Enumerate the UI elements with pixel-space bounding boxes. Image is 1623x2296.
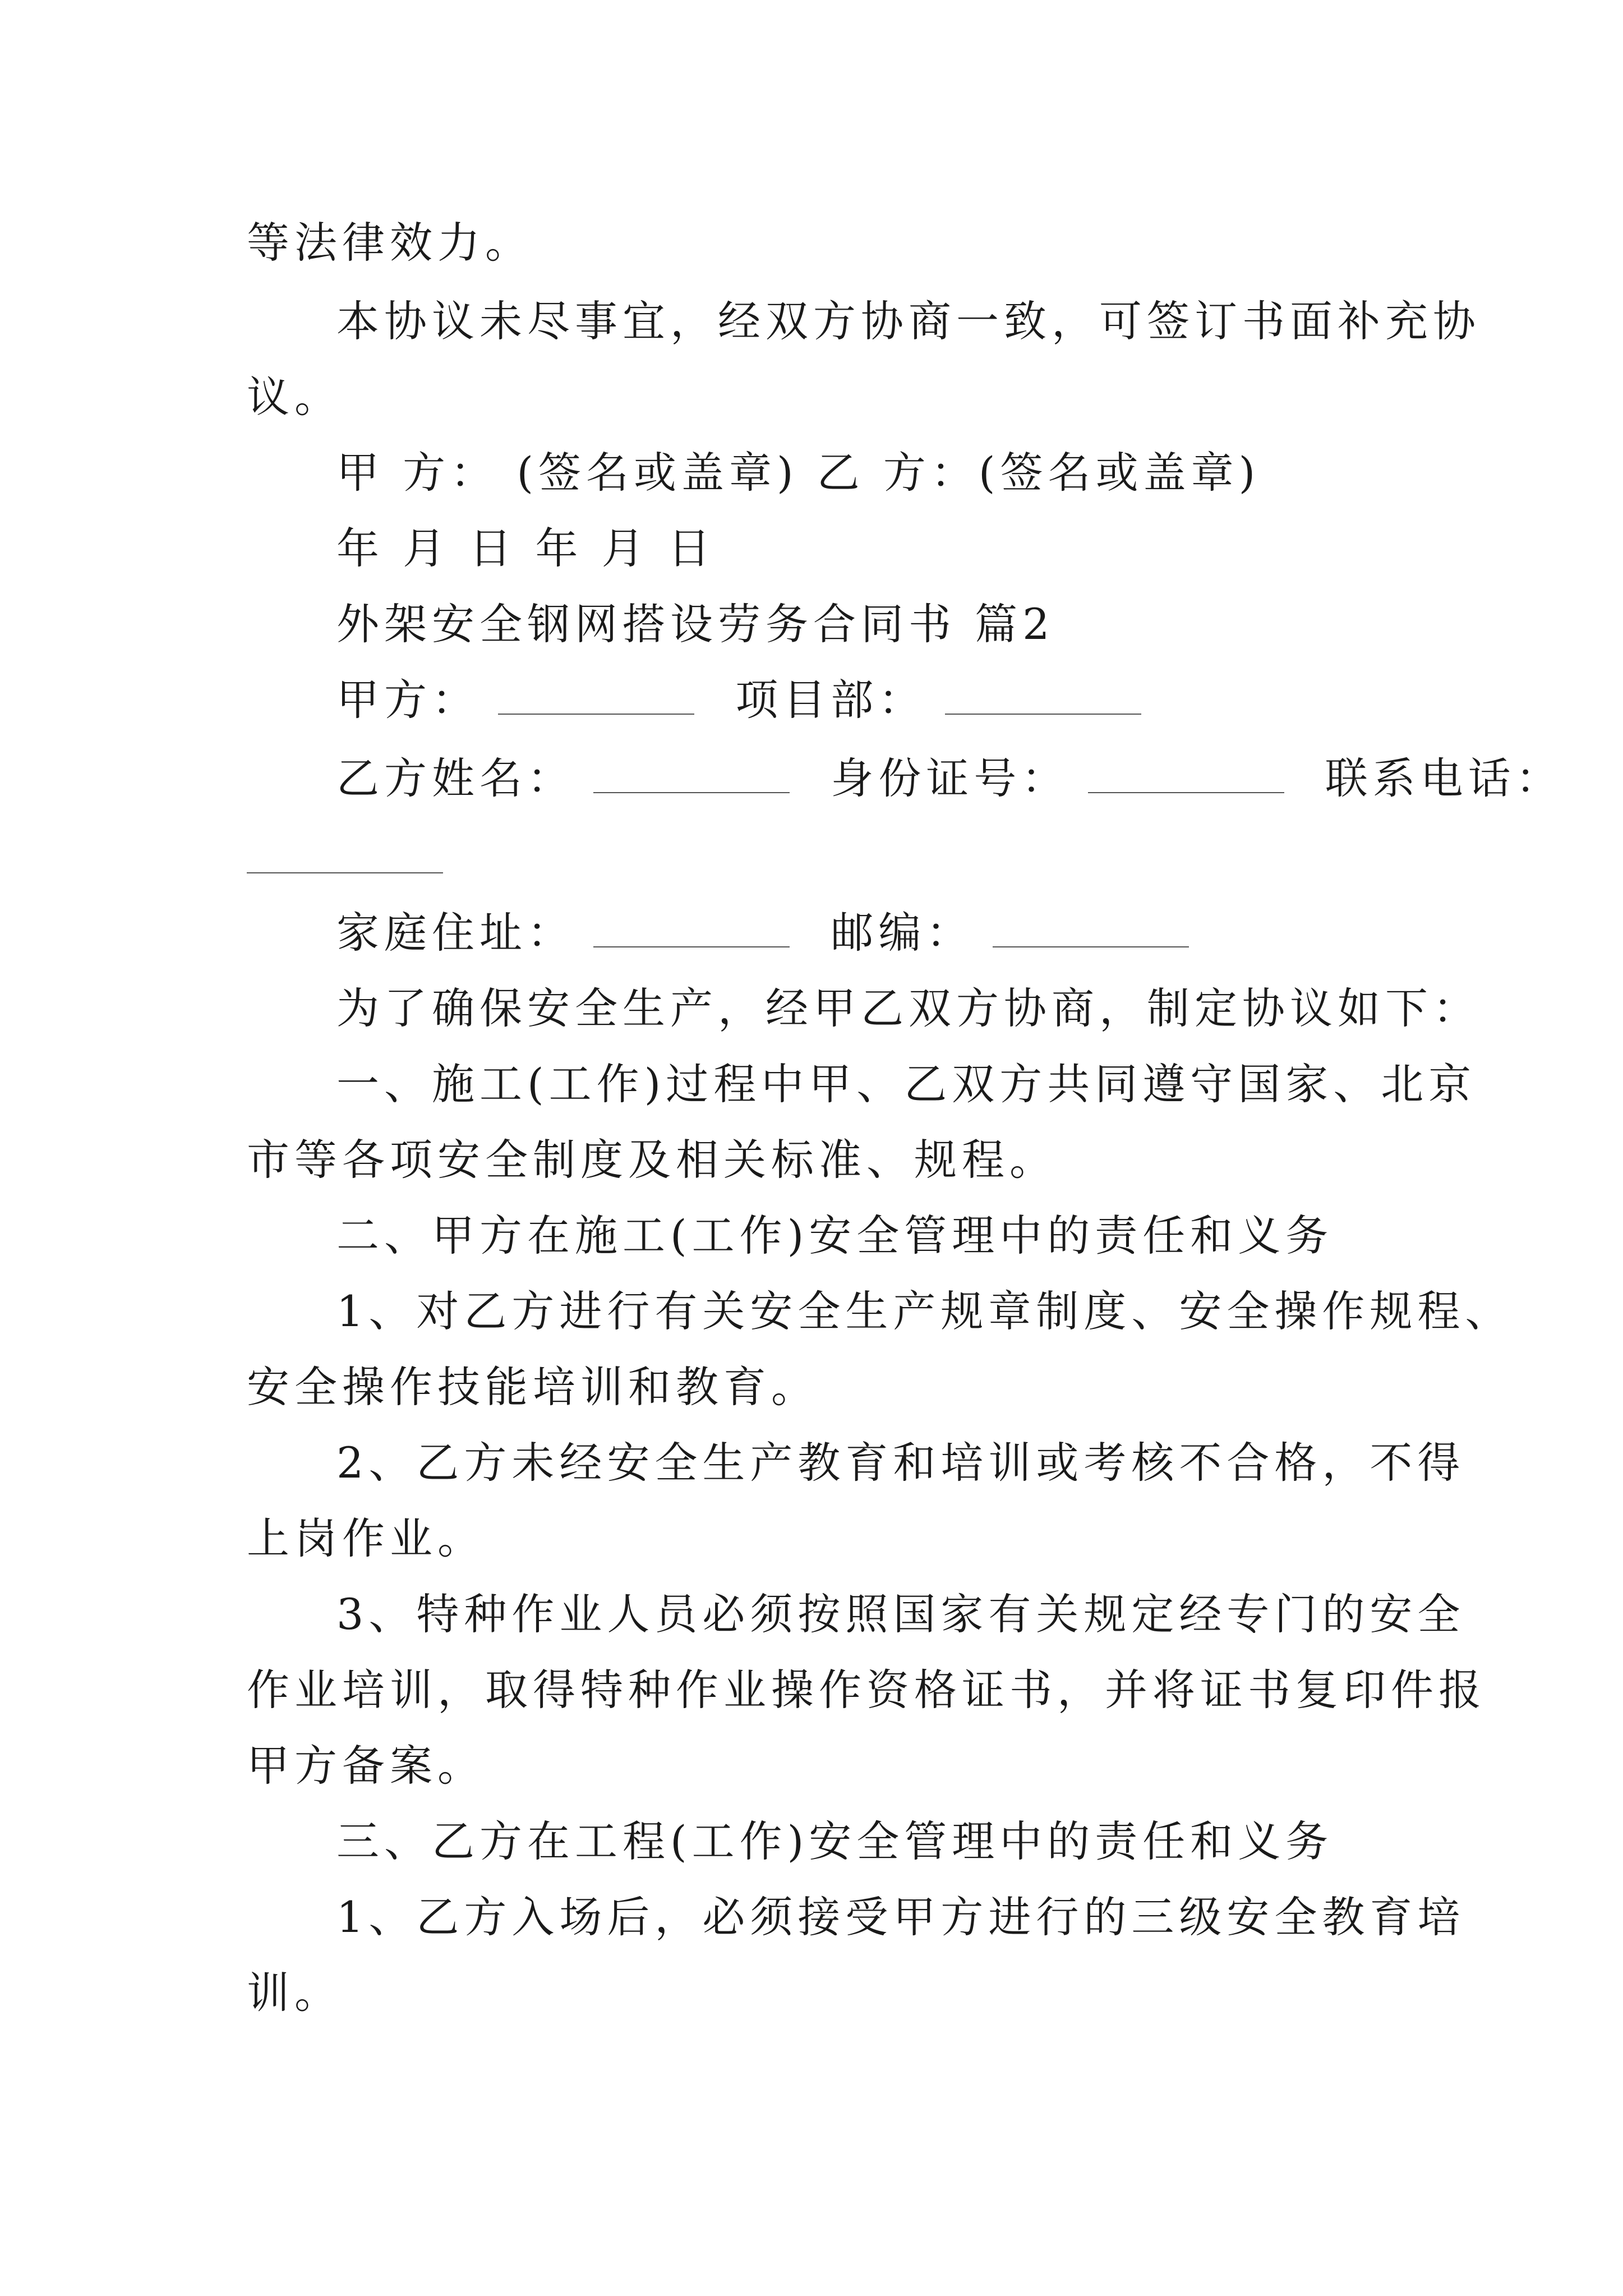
paragraph-line: 议。 bbox=[247, 372, 342, 422]
paragraph-line: 等法律效力。 bbox=[247, 218, 533, 268]
id-number-blank bbox=[1088, 758, 1284, 793]
paragraph-line: 一、施工(工作)过程中甲、乙双方共同遵守国家、北京 bbox=[336, 1059, 1477, 1109]
paragraph-line: 1、乙方入场后，必须接受甲方进行的三级安全教育培 bbox=[336, 1892, 1465, 1942]
party-a-blank bbox=[498, 680, 694, 715]
party-b-name-label: 乙方姓名： bbox=[336, 753, 575, 803]
phone-label: 联系电话： bbox=[1325, 753, 1564, 803]
paragraph-line: 上岗作业。 bbox=[247, 1513, 485, 1563]
paragraph-line: 作业培训，取得特种作业操作资格证书，并将证书复印件报 bbox=[247, 1665, 1486, 1715]
signature-line: 甲 方： (签名或盖章) 乙 方：(签名或盖章) bbox=[336, 448, 1261, 498]
party-a-line bbox=[336, 673, 1141, 727]
section-title: 外架安全钢网搭设劳务合同书 篇2 bbox=[336, 599, 1055, 649]
address-blank bbox=[593, 913, 790, 947]
postcode-label: 邮编： bbox=[831, 908, 974, 958]
paragraph-line: 市等各项安全制度及相关标准、规程。 bbox=[247, 1135, 1057, 1185]
paragraph-line: 训。 bbox=[247, 1968, 342, 2018]
party-b-line bbox=[336, 752, 1564, 806]
party-b-name-blank bbox=[593, 758, 790, 793]
section-heading: 三、乙方在工程(工作)安全管理中的责任和义务 bbox=[336, 1816, 1334, 1866]
paragraph-line: 安全操作技能培训和教育。 bbox=[247, 1362, 819, 1412]
project-dept-label: 项目部： bbox=[735, 675, 926, 725]
postcode-blank bbox=[993, 913, 1189, 947]
paragraph-line: 3、特种作业人员必须按照国家有关规定经专门的安全 bbox=[336, 1589, 1465, 1639]
paragraph-line: 为了确保安全生产，经甲乙双方协商，制定协议如下： bbox=[336, 983, 1481, 1033]
paragraph-line: 2、乙方未经安全生产教育和培训或考核不合格，不得 bbox=[336, 1438, 1465, 1488]
paragraph-line: 1、对乙方进行有关安全生产规章制度、安全操作规程、 bbox=[336, 1286, 1513, 1336]
date-line: 年 月 日 年 月 日 bbox=[336, 523, 716, 573]
party-a-label: 甲方： bbox=[336, 675, 479, 725]
address-label: 家庭住址： bbox=[336, 908, 575, 958]
project-dept-blank bbox=[945, 680, 1141, 715]
paragraph-line: 甲方备案。 bbox=[247, 1741, 485, 1791]
section-heading: 二、甲方在施工(工作)安全管理中的责任和义务 bbox=[336, 1211, 1334, 1260]
id-number-label: 身份证号： bbox=[831, 753, 1069, 803]
phone-blank bbox=[247, 872, 443, 873]
paragraph-line: 本协议未尽事宜，经双方协商一致，可签订书面补充协 bbox=[336, 296, 1481, 346]
address-line bbox=[336, 906, 1189, 960]
